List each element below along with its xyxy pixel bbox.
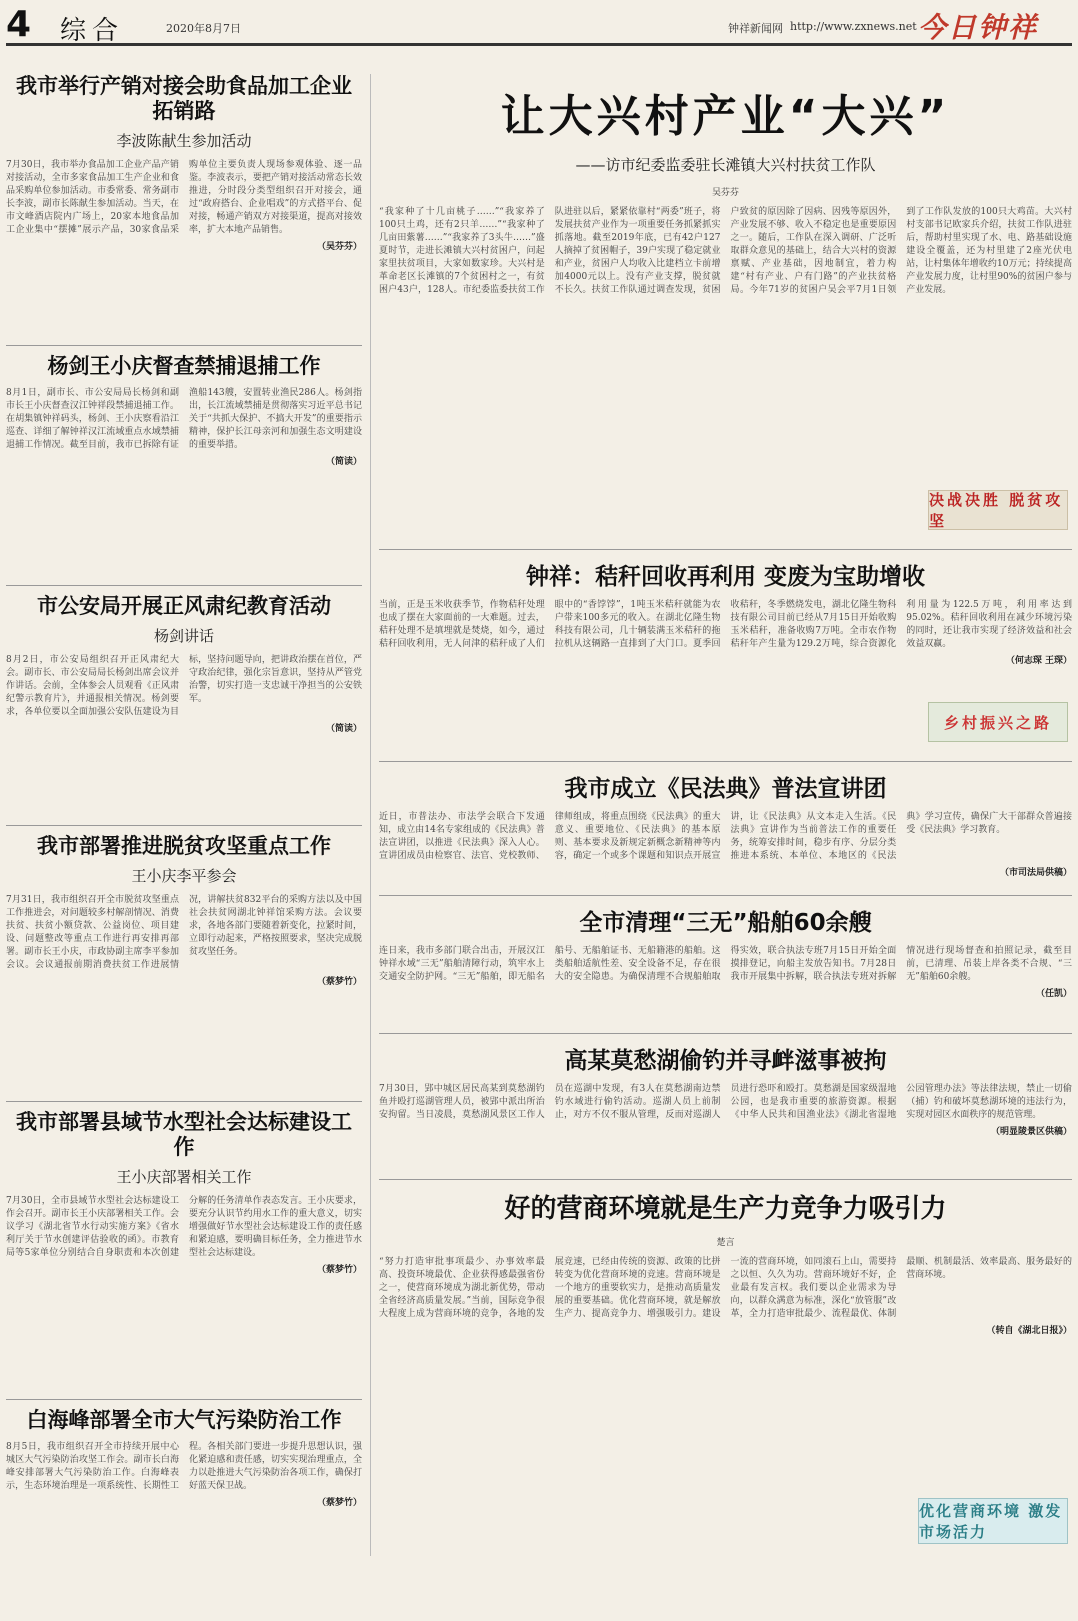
byline: （简读） [325, 457, 362, 468]
headline: 杨剑王小庆督查禁捕退捕工作 [47, 354, 321, 378]
story-daxing-village [379, 80, 1072, 550]
byline: （简读） [325, 724, 362, 735]
site-name: 钟祥新闻网 [728, 22, 783, 35]
headline: 钟祥：秸秆回收再利用 变废为宝助增收 [525, 564, 925, 590]
headline: 我市部署推进脱贫攻坚重点工作 [37, 834, 331, 858]
story-civil-code [379, 770, 1072, 896]
badge-rural-revival: 乡村振兴之路 [928, 702, 1068, 742]
headline: 我市部署县域节水型社会达标建设工作 [16, 1110, 352, 1160]
story-boat-cleanup [379, 904, 1072, 1034]
issue-date: 2020年8月7日 [166, 22, 241, 35]
brand-logo: 今日钟祥 [918, 11, 1039, 44]
subhead: 李波陈献生参加活动 [116, 132, 252, 151]
article-body: “我家种了十几亩桃子……”“我家养了100只土鸡，还有2只羊……”“我家种了几亩田紫薯……”“我家养了3头牛……”盛夏时节，走进长滩镇大兴村贫困户，问起家里扶贫项目，大家如数家珍。大兴村是革命老区长滩镇的7个贫困村之一，有贫困户43户，128人。市纪委监委扶贫工作队进驻以后，紧紧依靠村“两委”班子，将发展扶贫产业作为一项重要任务抓紧抓实抓落地。截至2019年底，已有42户127人摘掉了贫困帽子，39户实现了稳定就业和产业，贫困户人均收入比建档立卡前增加4000元以上。没有产业支撑，脱贫就不长久。扶贫工作队通过调查发现，贫困户致贫的原因除了因病、因残等原因外，产业发展不够、收入不稳定也是重要原因之一。随后，工作队在深入调研、广泛听取群众意见的基础上，结合大兴村的资源禀赋、产业基础，因地制宜，着力构建“村有产业、户有门路”的产业扶贫格局。今年71岁的贫困户吴会平7月1日领到了工作队发放的100只大鸡苗。大兴村村支部书记欧家兵介绍，扶贫工作队进驻后，帮助村里实现了水、电、路基础设施建设全覆盖，还为村里建了2座光伏电站，让村集体年增收约10万元；持续提高产业发展力度，让村里90%的贫困户参与产业发展。 [379, 207, 1072, 295]
byline: （吴芬芬） [316, 242, 362, 253]
headline: 我市成立《民法典》普法宣讲团 [564, 776, 887, 802]
byline: （蔡梦竹） [316, 977, 362, 988]
article-body: 连日来，我市多部门联合出击，开展汉江钟祥水域“三无”船舶清障行动，筑牢水上交通安全防护网。“三无”船舶，即无船名船号、无船舶证书、无船籍港的船舶。这类船舶适航性差、安全设备不足，存在很大的安全隐患。为确保清理不合规船舶取得实效，联合执法专班7月15日开始全面摸排登记，向船主发放告知书。7月28日我市开展集中拆解，联合执法专班对拆解情况进行现场督查和拍照记录，截至目前，已清理、吊装上岸各类不合规、“三无”船舶60余艘。 [379, 946, 1072, 982]
headline: 我市举行产销对接会助食品加工企业拓销路 [16, 74, 352, 124]
headline: 白海峰部署全市大气污染防治工作 [26, 1408, 342, 1432]
byline: （蔡梦竹） [316, 1498, 362, 1509]
subhead: 王小庆李平参会 [131, 867, 237, 886]
story-lake-fishing [379, 1042, 1072, 1180]
lead-subhead: ——访市纪委监委驻长滩镇大兴村扶贫工作队 [575, 156, 876, 174]
site-url[interactable]: http://www.zxnews.net [790, 20, 917, 33]
headline: 全市清理“三无”船舶60余艘 [579, 910, 872, 936]
section-title: 综合 [60, 16, 125, 46]
byline: （何志琛 王琛） [1005, 656, 1072, 666]
page-number: 4 [6, 4, 32, 45]
article-body: 7月30日，我市举办食品加工企业产品产销对接活动，全市多家食品加工生产企业和食品采购单位参加活动。市委常委、常务副市长李波，副市长陈献生参加活动。当天，在市文峰酒店院内广场上，20家本地食品加工企业集中“摆摊”展示产品，30家食品采购单位主要负责人现场参观体验、逐一品鉴。李波表示，要把产销对接活动常态长效推进，分时段分类型组织召开对接会，通过“政府搭台、企业唱戏”的方式搭平台、促对接，畅通产销双方对接渠道，提高对接效率，扩大本地产品销售。 [6, 160, 362, 236]
masthead [6, 6, 1072, 46]
story-water-saving [6, 1110, 362, 1400]
byline: （任凯） [1035, 989, 1072, 999]
lead-headline: 让大兴村产业“大兴” [500, 91, 951, 142]
badge-business-environment: 优化营商环境 激发市场活力 [918, 1498, 1068, 1544]
author: 吴芬芬 [711, 188, 739, 198]
story-poverty [6, 834, 362, 1102]
left-column [6, 74, 362, 1621]
headline: 好的营商环境就是生产力竞争力吸引力 [504, 1194, 947, 1224]
story-police-discipline [6, 594, 362, 826]
story-fishing-ban [6, 354, 362, 586]
headline: 市公安局开展正风肃纪教育活动 [37, 594, 331, 618]
article-body: 7月30日，郢中城区居民高某到莫愁湖钓鱼并殴打巡湖管理人员，被郢中派出所治安拘留。当日凌晨，莫愁湖风景区工作人员在巡湖中发现，有3人在莫愁湖南边禁钓水域进行偷钓活动。巡湖人员上前制止，对方不仅不服从管理，反而对巡湖人员进行恐吓和殴打。莫愁湖是国家级湿地公园，也是我市重要的旅游资源。根据《中华人民共和国渔业法》《湖北省湿地公园管理办法》等法律法规，禁止一切偷（捕）钓和破坏莫愁湖环境的违法行为，实现对园区水面秩序的规范管理。 [379, 1084, 1072, 1120]
article-body: 当前，正是玉米收获季节，作物秸秆处理也成了摆在大家面前的一大难题。过去，秸秆处理不是填埋就是焚烧，如今，通过秸秆回收利用，无人问津的秸秆成了人们眼中的“香饽饽”，1吨玉米秸秆就能为农户带来100多元的收入。在湖北亿隆生物科技有限公司，几十辆装满玉米秸秆的拖拉机从这辆路一直排到了大门口。夏季回收秸秆，冬季燃烧发电，湖北亿隆生物科技有限公司目前已经从7月15日开始收购玉米秸秆，准备收购7万吨。全市农作物秸秆年产生量为129.2万吨，综合资源化利用量为122.5万吨，利用率达到95.02%。秸秆回收利用在减少环境污染的同时，还让我市实现了经济效益和社会效益双赢。 [379, 600, 1072, 649]
byline: （转自《湖北日报》） [986, 1326, 1072, 1336]
article-body: “努力打造审批事项最少、办事效率最高、投资环境最优、企业获得感最强省份之一，使营商环境成为湖北新优势，带动全省经济高质量发展。”当前，国际竞争很大程度上成为营商环境的竞争，各地的发展竞速，已经由传统的资源、政策的比拼转变为优化营商环境的竞速。营商环境是一个地方的重要软实力，是推动高质量发展的重要基础。优化营商环境，就是解放生产力、提高竞争力、增强吸引力。建设一流的营商环境，如同滚石上山，需要持之以恒、久久为功。营商环境好不好，企业最有发言权。我们要以企业需求为导向，以群众满意为标准，深化“放管服”改革，全力打造审批最少、流程最优、体制最顺、机制最活、效率最高、服务最好的营商环境。 [379, 1257, 1072, 1319]
story-food-expo [6, 74, 362, 346]
article-body: 8月1日，副市长、市公安局局长杨剑和副市长王小庆督查汉江钟祥段禁捕退捕工作。在胡集镇钟祥码头，杨剑、王小庆察看沿江巡查、详细了解钟祥汉江流域重点水域禁捕退捕工作情况。截至目前，我市已拆除有证渔船143艘，安置转业渔民286人。杨剑指出，长江流域禁捕是贯彻落实习近平总书记关于“共抓大保护、不搞大开发”的重要指示精神，保护长江母亲河和加强生态文明建设的重要举措。 [6, 388, 362, 451]
story-straw-recycling [379, 558, 1072, 762]
subhead: 王小庆部署相关工作 [116, 1168, 252, 1187]
article-body: 8月2日，市公安局组织召开正风肃纪大会。副市长、市公安局局长杨剑出席会议并作讲话。会前，全体参会人员观看《正风肃纪警示教育片》，并通报相关情况。杨剑要求，各单位要以全面加强公安队伍建设为目标，坚持问题导向，把讲政治摆在首位，严守政治纪律，强化宗旨意识，坚持从严管党治警，切实打造一支忠诚干净担当的公安铁军。 [6, 655, 362, 718]
byline: （蔡梦竹） [316, 1265, 362, 1276]
article-body: 8月5日，我市组织召开全市持续开展中心城区大气污染防治攻坚工作会。副市长白海峰安排部署大气污染防治工作。白海峰表示，生态环境治理是一项系统性、长期性工程。各相关部门要进一步提升思想认识，强化紧迫感和责任感，切实实现治理重点，全力以赴推进大气污染防治各项工作，确保打好蓝天保卫战。 [6, 1442, 362, 1492]
subhead: 杨剑讲话 [153, 627, 214, 646]
story-air-pollution [6, 1408, 362, 1621]
article-body: 7月31日，我市组织召开全市脱贫攻坚重点工作推进会，对问题较多村解剖情况、消费扶贫、扶贫小额贷款、公益岗位、项目建设、问题整改等重点工作进行再安排再部署。副市长王小庆，市政协副主席李平参加会议。会议通报前期消费扶贫工作进展情况，讲解扶贫832平台的采购方法以及中国社会扶贫网湖北钟祥馆采购方法。会议要求，各地各部门要随着新变化，拉紧时间，立即行动起来，严格按照要求，坚决完成脱贫攻坚任务。 [6, 895, 362, 971]
byline: （明显陵景区供稿） [990, 1127, 1072, 1137]
story-business-environment [379, 1188, 1072, 1548]
headline: 高某莫愁湖偷钓并寻衅滋事被拘 [564, 1048, 887, 1074]
author: 楚言 [716, 1238, 735, 1248]
badge-poverty-campaign: 决战决胜 脱贫攻坚 [928, 490, 1068, 530]
article-body: 近日，市普法办、市法学会联合下发通知，成立由14名专家组成的《民法典》普法宣讲团，以推进《民法典》深入人心。宣讲团成员由检察官、法官、党校教师、律师组成，将重点围绕《民法典》的重大意义、重要地位、《民法典》的基本原则、基本要求及新规定新概念新精神等内容，确定一个或多个课题和知识点开展宣讲，让《民法典》从文本走入生活。《民法典》宣讲作为当前普法工作的重要任务，统筹安排时间，稳步有序、分层分类推进本系统、本单位、本地区的《民法典》学习宣传，确保广大干部群众普遍接受《民法典》学习教育。 [379, 812, 1072, 861]
byline: （市司法局供稿） [999, 868, 1072, 878]
right-column [370, 74, 1072, 1556]
article-body: 7月30日，全市县域节水型社会达标建设工作会召开。副市长王小庆部署相关工作。会议学习《湖北省节水行动实施方案》《省水利厅关于节水创建评估验收的函》。市教育局等5家单位分别结合自身职责和本次创建分解的任务清单作表态发言。王小庆要求，要充分认识节约用水工作的重大意义，切实增强做好节水型社会达标建设工作的责任感和紧迫感，要明确目标任务，全力推进节水型社会达标建设。 [6, 1196, 362, 1259]
